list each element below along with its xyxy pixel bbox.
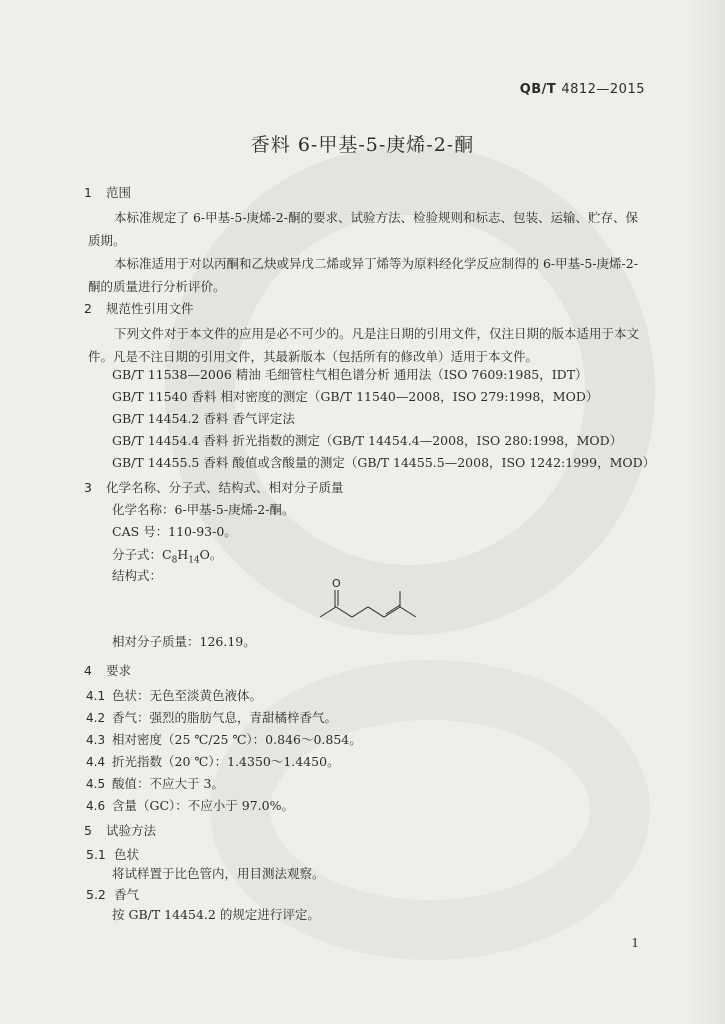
standard-prefix: QB/T <box>519 82 557 97</box>
section-heading-test-methods <box>84 821 156 839</box>
structural-formula-diagram <box>318 575 428 625</box>
cas-number: CAS 号：110-93-0。 <box>112 524 237 539</box>
requirement-item: 4.4 折光指数（20 ℃）：1.4350～1.4450。 <box>86 754 340 769</box>
standard-code: 4812—2015 <box>561 82 645 97</box>
section-number: 2 <box>84 301 92 316</box>
page-number: 1 <box>631 936 639 950</box>
reference-item: GB/T 14454.4 香料 折光指数的测定（GB/T 14454.4—2008，ISO 280:1998，MOD） <box>112 433 623 448</box>
subsection-heading-color: 5.1 色状 <box>86 847 140 862</box>
reference-item: GB/T 14454.2 香料 香气评定法 <box>112 411 295 426</box>
subsection-heading-odor: 5.2 香气 <box>86 887 140 902</box>
scope-paragraph-1: 本标准规定了 6-甲基-5-庚烯-2-酮的要求、试验方法、检验规则和标志、包装、运输、贮存、保质期。 <box>88 210 638 248</box>
oxygen-atom-label: O <box>332 577 341 590</box>
section-title: 要求 <box>106 663 132 678</box>
odor-test-text: 按 GB/T 14454.2 的规定进行评定。 <box>112 907 320 922</box>
molecular-formula: 分子式：$C_8H_{14}O$。 <box>112 547 223 566</box>
reference-item: GB/T 14455.5 香料 酸值或含酸量的测定（GB/T 14455.5—2008，ISO 1242:1999，MOD） <box>112 455 656 470</box>
section-number: 1 <box>84 185 92 200</box>
section-heading-references <box>84 299 194 317</box>
reference-item: GB/T 11538—2006 精油 毛细管柱气相色谱分析 通用法（ISO 7609:1985，IDT） <box>112 367 588 382</box>
requirement-item: 4.1 色状：无色至淡黄色液体。 <box>86 688 263 703</box>
color-test-text: 将试样置于比色管内，用目测法观察。 <box>112 866 325 881</box>
chemical-name: 化学名称：6-甲基-5-庚烯-2-酮。 <box>112 502 295 517</box>
standard-number <box>520 82 645 97</box>
section-number: 3 <box>84 480 92 495</box>
page-title: 香料 6-甲基-5-庚烯-2-酮 <box>250 134 475 156</box>
requirement-item: 4.6 含量（GC）：不应小于 97.0%。 <box>86 798 294 813</box>
requirement-item: 4.3 相对密度（25 ℃/25 ℃）：0.846～0.854。 <box>86 732 362 747</box>
section-number: 5 <box>84 823 92 838</box>
requirement-item: 4.5 酸值：不应大于 3。 <box>86 776 224 791</box>
section-title: 范围 <box>106 185 132 200</box>
references-paragraph: 下列文件对于本文件的应用是必不可少的。凡是注日期的引用文件，仅注日期的版本适用于本文件。凡是不注日期的引用文件，其最新版本（包括所有的修改单）适用于本文件。 <box>88 326 640 364</box>
section-title: 规范性引用文件 <box>106 301 194 316</box>
section-heading-scope <box>84 183 131 201</box>
molecular-mass: 相对分子质量：126.19。 <box>112 634 256 649</box>
section-heading-chemical <box>84 478 344 496</box>
structure-label: 结构式： <box>112 568 163 583</box>
scope-paragraph-2: 本标准适用于对以丙酮和乙炔或异戊二烯或异丁烯等为原料经化学反应制得的 6-甲基-5-庚烯-2-酮的质量进行分析评价。 <box>88 256 638 294</box>
section-heading-requirements <box>84 661 131 679</box>
requirement-item: 4.2 香气：强烈的脂肪气息，青甜橘梓香气。 <box>86 710 338 725</box>
section-title: 试验方法 <box>106 823 157 838</box>
section-title: 化学名称、分子式、结构式、相对分子质量 <box>106 480 344 495</box>
reference-item: GB/T 11540 香料 相对密度的测定（GB/T 11540—2008，ISO 279:1998，MOD） <box>112 389 599 404</box>
section-number: 4 <box>84 663 92 678</box>
